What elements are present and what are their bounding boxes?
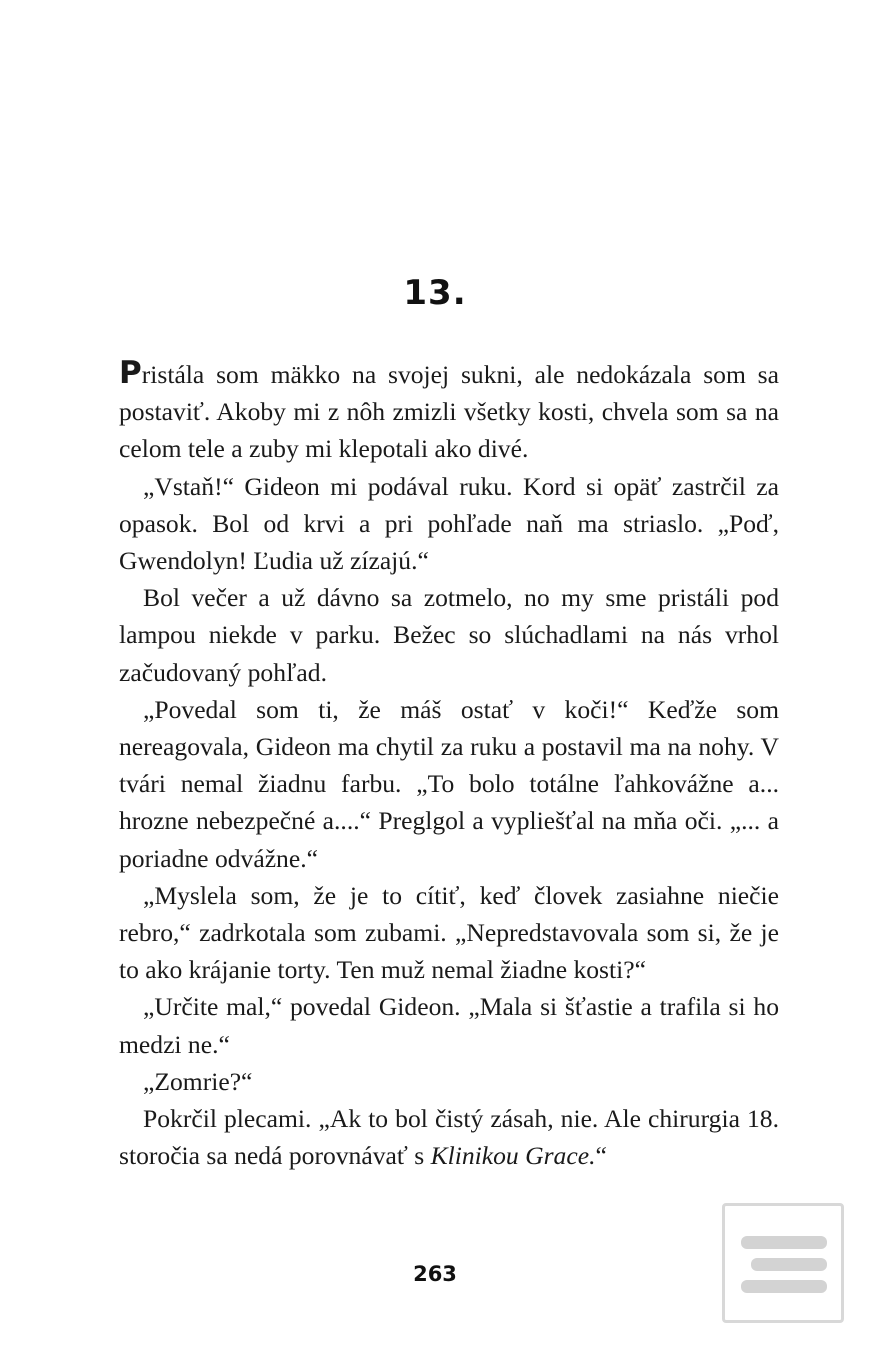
paragraph-7: „Zomrie?“: [143, 1066, 253, 1096]
page-number: 263: [413, 1262, 457, 1286]
paragraph-1-text: ristála som mäkko na svojej sukni, ale nedokázala som sa postaviť. Akoby mi z nôh zmizli všetky kosti, chvela som sa na celom tele a zuby mi klepotali ako divé.: [119, 360, 779, 464]
paragraph-2: „Vstaň!“ Gideon mi podával ruku. Kord si opäť zastrčil za opasok. Bol od krvi a pri pohľade naň ma striaslo. „Poď, Gwendolyn! Ľudia už zízajú.“: [119, 471, 779, 576]
paragraph-5: „Myslela som, že je to cítiť, keď človek zasiahne niečie rebro,“ zadrkotala som zubami. „Nepredstavovala som si, že je to ako krájanie torty. Ten muž nemal žiadne kosti?“: [119, 880, 779, 985]
italic-title: Klinikou Grace.: [430, 1141, 596, 1171]
book-stack-icon: [722, 1203, 844, 1323]
paragraph-3: Bol večer a už dávno sa zotmelo, no my sme pristáli pod lampou niekde v parku. Bežec so slúchadlami na nás vrhol začudovaný pohľad.: [119, 583, 779, 687]
paragraph-1: [119, 355, 779, 468]
paragraph-8-text: Pokrčil plecami. „Ak to bol čistý zásah, nie. Ale chirurgia 18. storočia sa nedá porovnávať s: [119, 1104, 779, 1171]
body-text: [119, 355, 779, 1174]
paragraph-6: „Určite mal,“ povedal Gideon. „Mala si šťastie a trafila si ho medzi ne.“: [119, 992, 779, 1059]
paragraph-8: [119, 1100, 779, 1174]
paragraph-4: „Povedal som ti, že máš ostať v koči!“ Keďže som nereagovala, Gideon ma chytil za ruku a postavil ma na nohy. V tvári nemal žiadnu farbu. „To bolo totálne ľahkovážne a... hrozne nebezpečné a....“ Preglgol a vypliešťal na mňa oči. „... a poriadne odvážne.“: [119, 694, 779, 873]
drop-cap: P: [119, 355, 142, 391]
closing-quote: “: [595, 1141, 607, 1171]
chapter-title: 13.: [403, 273, 467, 313]
